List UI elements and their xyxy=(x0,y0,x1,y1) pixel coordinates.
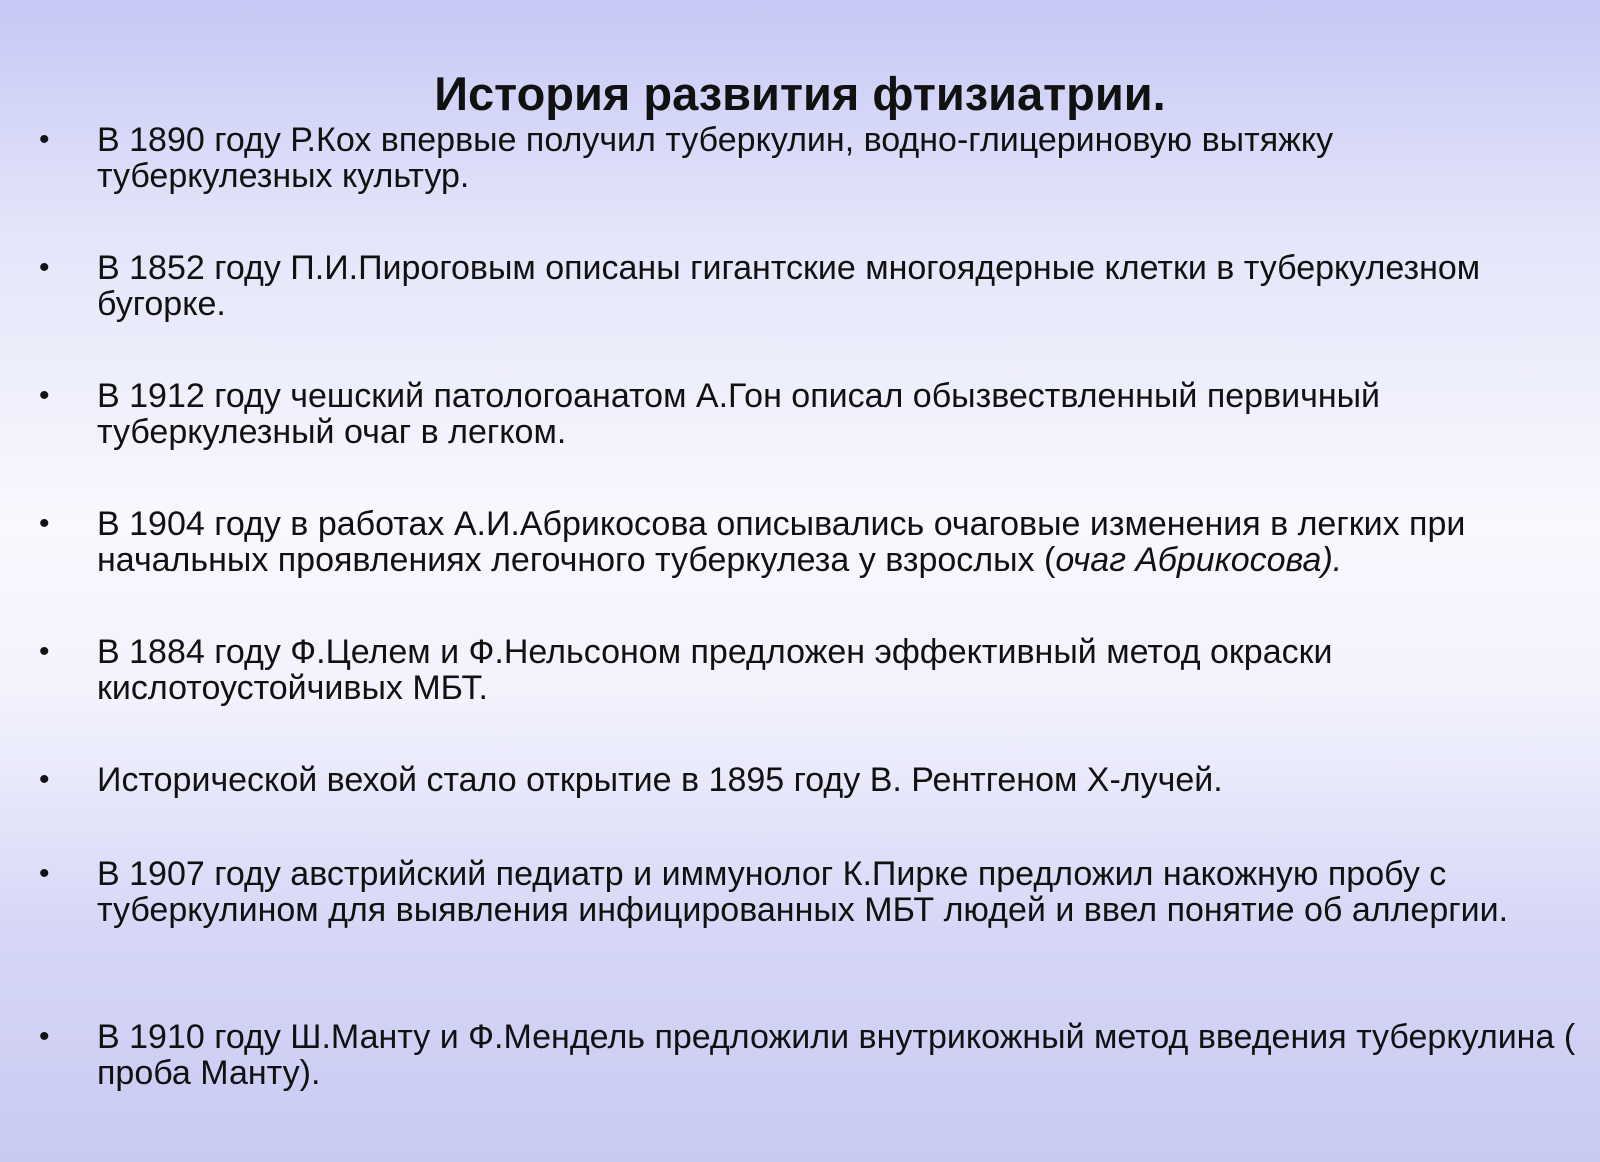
list-item-text: В 1890 году Р.Кох впервые получил туберкулин, водно-глицериновую вытяжку туберкулезных культур. xyxy=(97,121,1334,195)
list-item-text: В 1884 году Ф.Целем и Ф.Нельсоном предложен эффективный метод окраски кислотоустойчивых МБТ. xyxy=(97,633,1333,707)
list-item-text: В 1852 году П.И.Пироговым описаны гигантские многоядерные клетки в туберкулезном бугорке. xyxy=(97,249,1481,323)
bullet-icon: • xyxy=(39,857,50,890)
list-item-text: В 1910 году Ш.Манту и Ф.Мендель предложили внутрикожный метод введения туберкулина ( проба Манту). xyxy=(97,1018,1576,1092)
list-item-text: В 1912 году чешский патологоанатом А.Гон описал обызвествленный первичный туберкулезный очаг в легком. xyxy=(97,377,1381,451)
bullet-icon: • xyxy=(39,1020,50,1053)
list-item xyxy=(39,249,1577,323)
list-item xyxy=(39,761,1577,799)
list-item-text: Исторической вехой стало открытие в 1895 году В. Рентгеном Х-лучей. xyxy=(97,761,1223,799)
list-item xyxy=(39,377,1577,451)
list-item-text: В 1904 году в работах А.И.Абрикосова описывались очаговые изменения в легких при начальных проявлениях легочного туберкулеза у взрослых (очаг Абрикосова). xyxy=(97,505,1466,579)
bullet-icon: • xyxy=(39,379,50,412)
list-item xyxy=(39,633,1577,707)
list-item xyxy=(39,505,1577,579)
bullet-icon: • xyxy=(39,251,50,284)
list-item xyxy=(39,855,1577,929)
bullet-icon: • xyxy=(39,635,50,668)
list-item-text: В 1907 году австрийский педиатр и иммунолог К.Пирке предложил накожную пробу с туберкулином для выявления инфицированных МБТ людей и ввел понятие об аллергии. xyxy=(97,855,1509,929)
list-item xyxy=(39,121,1577,195)
bullet-icon: • xyxy=(39,123,50,156)
list-item xyxy=(39,1018,1577,1092)
bullet-icon: • xyxy=(39,507,50,540)
bullet-icon: • xyxy=(39,763,50,796)
slide-title: История развития фтизиатрии. xyxy=(434,67,1166,120)
